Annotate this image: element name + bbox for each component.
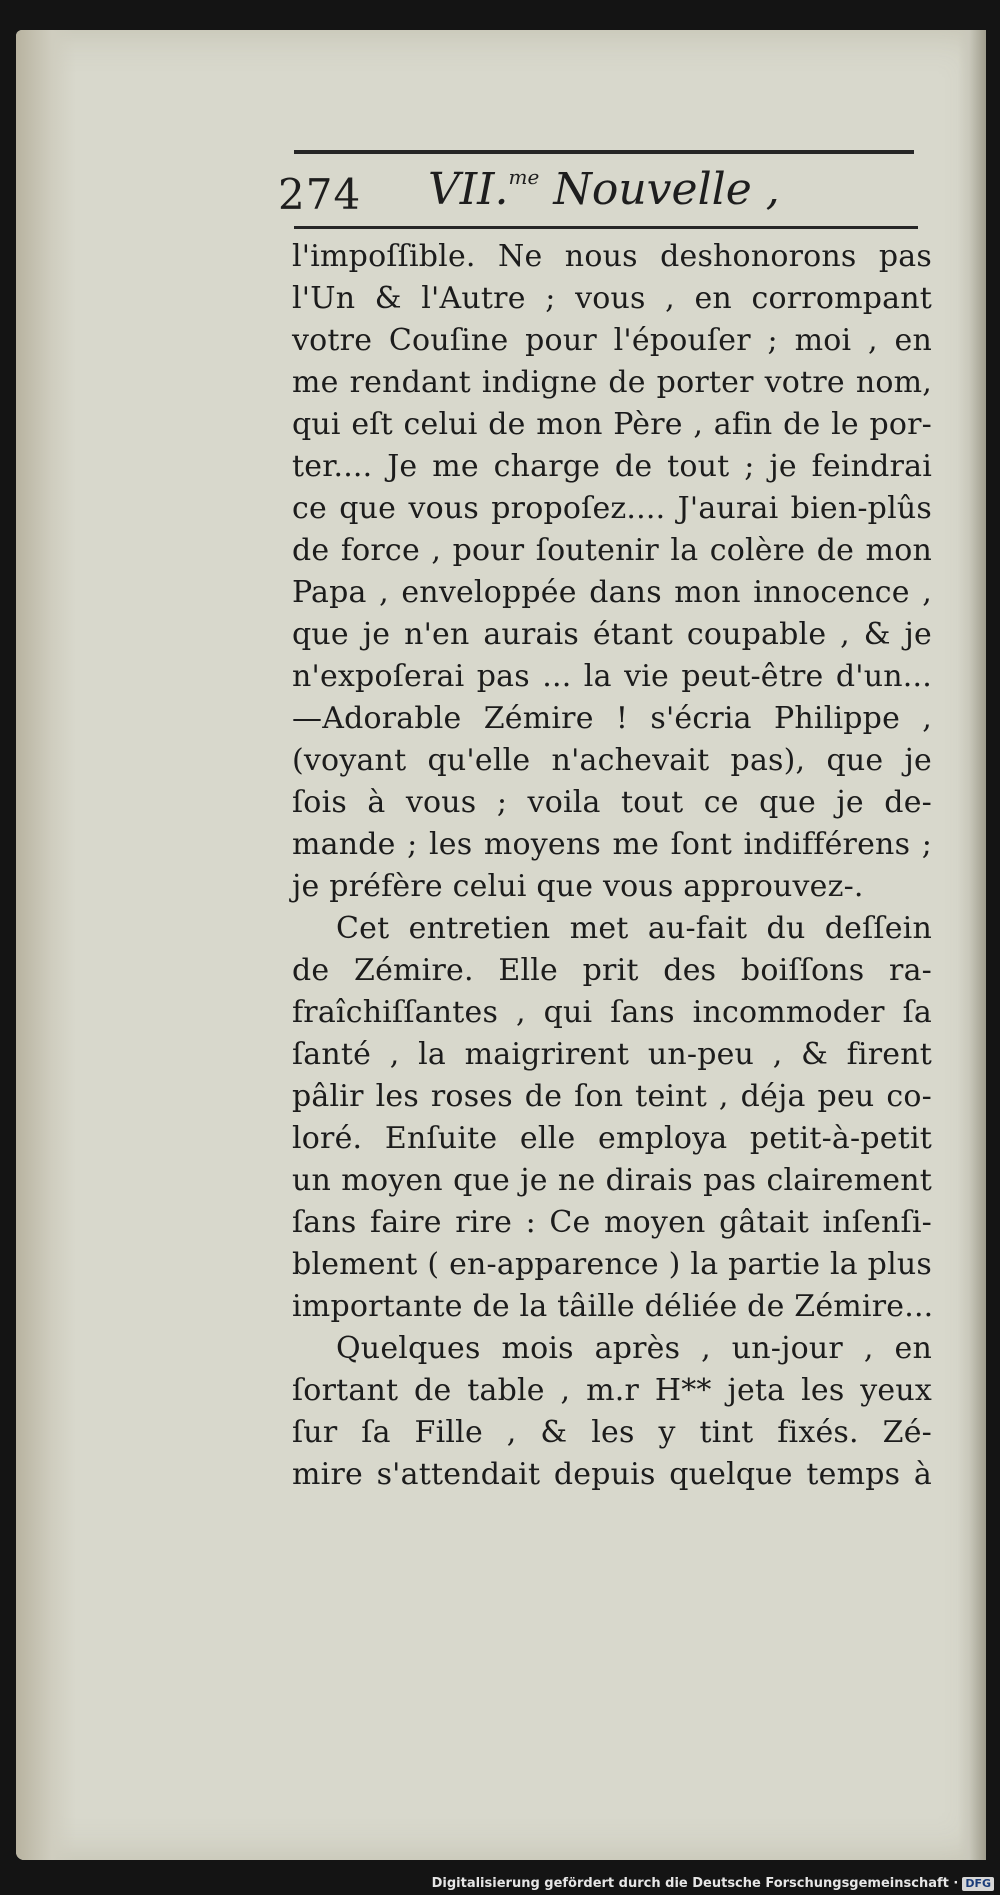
- header-rule-top: [294, 150, 914, 154]
- text-line: ter.... Je me charge de tout ; je feindrai: [292, 449, 932, 484]
- text-line: ſur ſa Fille , & les y tint fixés. Zé-: [292, 1415, 932, 1450]
- text-line: n'expoſerai pas ... la vie peut-être d'un...: [292, 659, 932, 694]
- body-text: [292, 236, 932, 1496]
- text-line: qui eſt celui de mon Père , afin de le por-: [292, 407, 932, 442]
- text-line: mande ; les moyens me ſont indifférens ;: [292, 827, 932, 862]
- dfg-logo: DFG: [962, 1877, 994, 1891]
- digitization-credit: [432, 1876, 994, 1891]
- text-line: l'Un & l'Autre ; vous , en corrompant: [292, 281, 932, 316]
- text-line: ſans faire rire : Ce moyen gâtait inſenſi-: [292, 1205, 932, 1240]
- text-line: importante de la tâille déliée de Zémire...: [292, 1289, 934, 1324]
- running-header: [278, 160, 928, 224]
- text-line: de force , pour ſoutenir la colère de mon: [292, 533, 932, 568]
- text-line: (voyant qu'elle n'achevait pas), que je: [292, 743, 932, 778]
- text-line: de Zémire. Elle prit des boiſſons ra-: [292, 953, 932, 988]
- text-line: que je n'en aurais étant coupable , & je: [292, 617, 932, 652]
- text-line: blement ( en-apparence ) la partie la plus: [292, 1247, 932, 1282]
- page-spine-shadow: [16, 30, 76, 1860]
- page-number: 274: [278, 170, 362, 219]
- text-line: loré. Enſuite elle employa petit-à-petit: [292, 1121, 932, 1156]
- text-line: un moyen que je ne dirais pas clairement: [292, 1163, 932, 1198]
- text-line: me rendant indigne de porter votre nom,: [292, 365, 932, 400]
- text-line: ce que vous propoſez.... J'aurai bien-plûs: [292, 491, 932, 526]
- text-line: fraîchiſſantes , qui ſans incommoder ſa: [292, 995, 932, 1030]
- page-right-edge: [958, 30, 986, 1860]
- title-roman: VII.: [428, 164, 509, 215]
- title-word: Nouvelle ,: [553, 164, 780, 215]
- text-line: pâlir les roses de ſon teint , déja peu co-: [292, 1079, 932, 1114]
- text-line: ſanté , la maigrirent un-peu , & firent: [292, 1037, 932, 1072]
- text-line: Cet entretien met au-fait du deſſein: [336, 911, 932, 946]
- header-rule-bottom: [294, 226, 918, 229]
- text-line: mire s'attendait depuis quelque temps à: [292, 1457, 932, 1492]
- text-line: —Adorable Zémire ! s'écria Philippe ,: [292, 701, 932, 736]
- text-line: je préfère celui que vous approuvez-.: [292, 869, 864, 904]
- credit-text: Digitalisierung gefördert durch die Deutsche Forschungsgemeinschaft ·: [431, 1876, 959, 1891]
- text-line: Quelques mois après , un-jour , en: [336, 1331, 932, 1366]
- text-line: votre Couſine pour l'épouſer ; moi , en: [292, 323, 932, 358]
- text-line: ſois à vous ; voila tout ce que je de-: [292, 785, 932, 820]
- text-line: ſortant de table , m.r H** jeta les yeux: [292, 1373, 932, 1408]
- text-line: l'impoſſible. Ne nous deshonorons pas: [292, 239, 932, 274]
- text-line: Papa , enveloppée dans mon innocence ,: [292, 575, 932, 610]
- title-superscript: me: [508, 165, 540, 189]
- running-title: [428, 164, 780, 215]
